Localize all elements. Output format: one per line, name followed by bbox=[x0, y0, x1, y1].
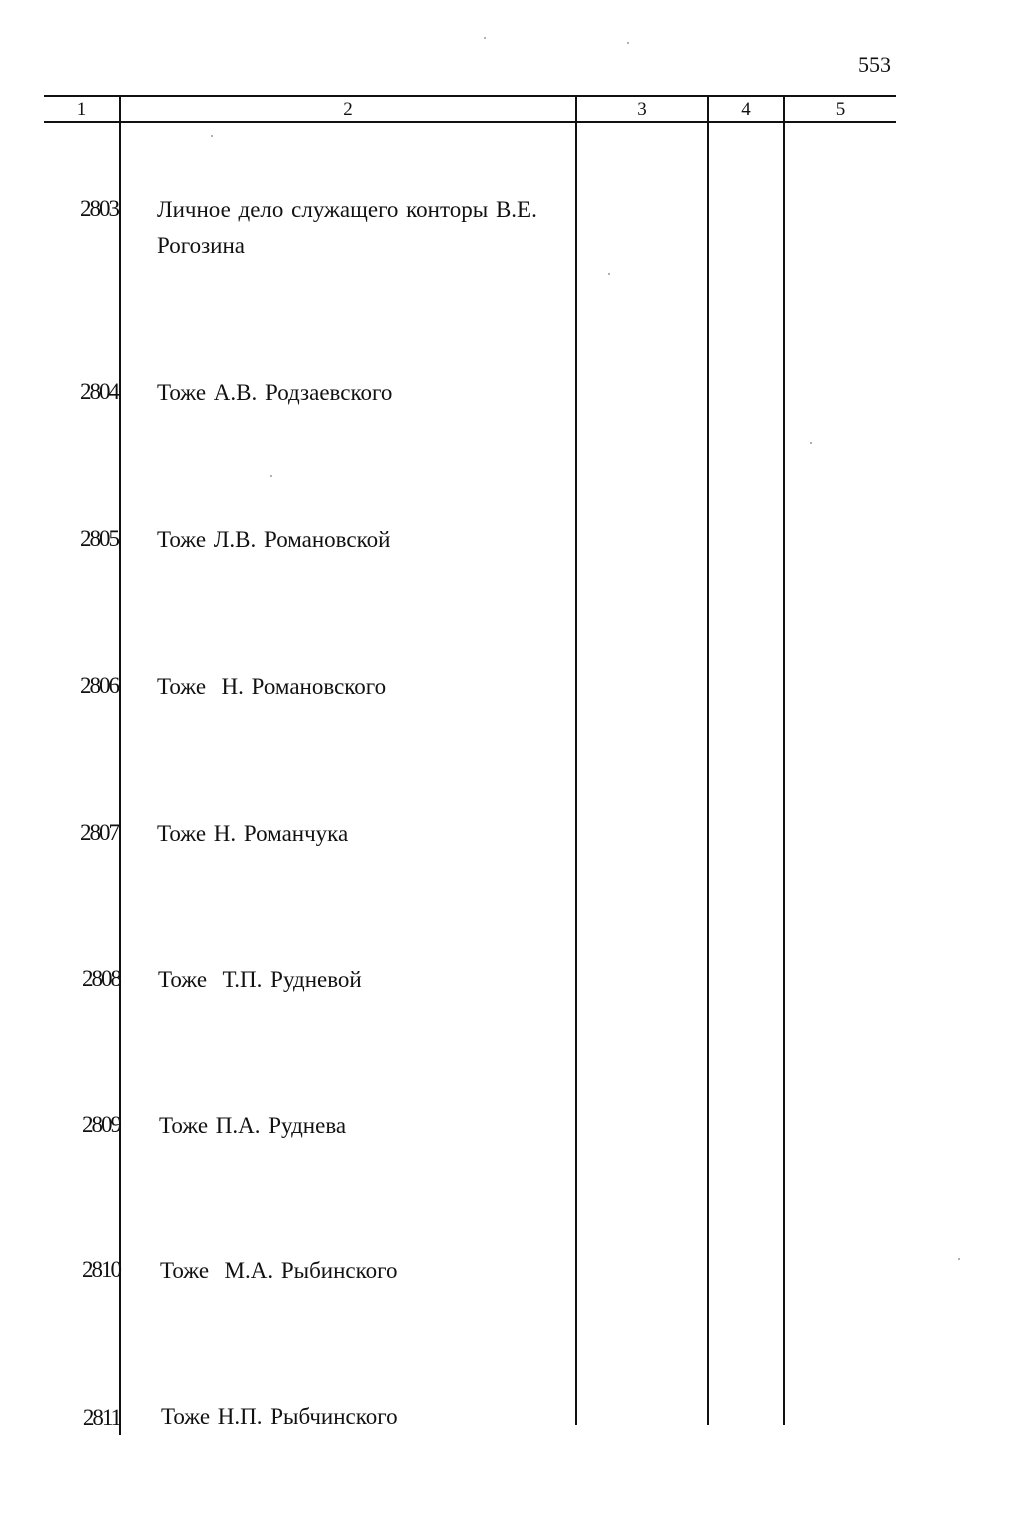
scan-speck bbox=[627, 42, 629, 44]
row-title: Тоже Н.П. Рыбчинского bbox=[161, 1404, 398, 1429]
row-number: 2809 bbox=[82, 1112, 120, 1137]
row-title: Личное дело служащего конторы В.Е. Рогозина bbox=[157, 197, 537, 258]
column-divider-4-5 bbox=[783, 95, 785, 1425]
row-title: Тоже М.А. Рыбинского bbox=[160, 1258, 398, 1283]
row-title: Тоже Т.П. Рудневой bbox=[158, 967, 362, 992]
row-number: 2805 bbox=[80, 526, 118, 551]
page-number: 553 bbox=[858, 52, 891, 77]
row-number: 2806 bbox=[80, 673, 118, 698]
row-title: Тоже Н. Романовского bbox=[157, 674, 387, 699]
column-header-5: 5 bbox=[835, 99, 846, 120]
column-header-3: 3 bbox=[637, 99, 647, 120]
column-header-1: 1 bbox=[76, 99, 87, 120]
row-number: 2804 bbox=[80, 379, 118, 404]
row-number: 2807 bbox=[80, 820, 118, 845]
row-number: 2803 bbox=[80, 196, 118, 221]
row-number: 2811 bbox=[82, 1405, 120, 1430]
scan-speck bbox=[958, 1258, 960, 1260]
scan-speck bbox=[270, 475, 272, 477]
row-number: 2810 bbox=[82, 1257, 120, 1282]
row-title: Тоже Л.В. Романовской bbox=[157, 527, 391, 552]
scan-speck bbox=[608, 273, 610, 275]
scan-speck bbox=[484, 37, 486, 39]
row-title: Тоже Н. Романчука bbox=[157, 821, 349, 846]
table-header-bottom-rule bbox=[44, 121, 896, 123]
row-number: 2808 bbox=[82, 966, 120, 991]
scan-speck bbox=[211, 135, 213, 137]
column-divider-3-4 bbox=[707, 95, 709, 1425]
scan-speck bbox=[810, 442, 812, 444]
column-divider-2-3 bbox=[575, 95, 577, 1425]
column-header-2: 2 bbox=[343, 99, 353, 120]
column-divider-1-2 bbox=[119, 95, 121, 1435]
row-title: Тоже А.В. Родзаевского bbox=[157, 380, 393, 405]
row-title: Тоже П.А. Руднева bbox=[159, 1113, 347, 1138]
table-top-rule bbox=[44, 95, 896, 97]
column-header-4: 4 bbox=[741, 99, 751, 120]
